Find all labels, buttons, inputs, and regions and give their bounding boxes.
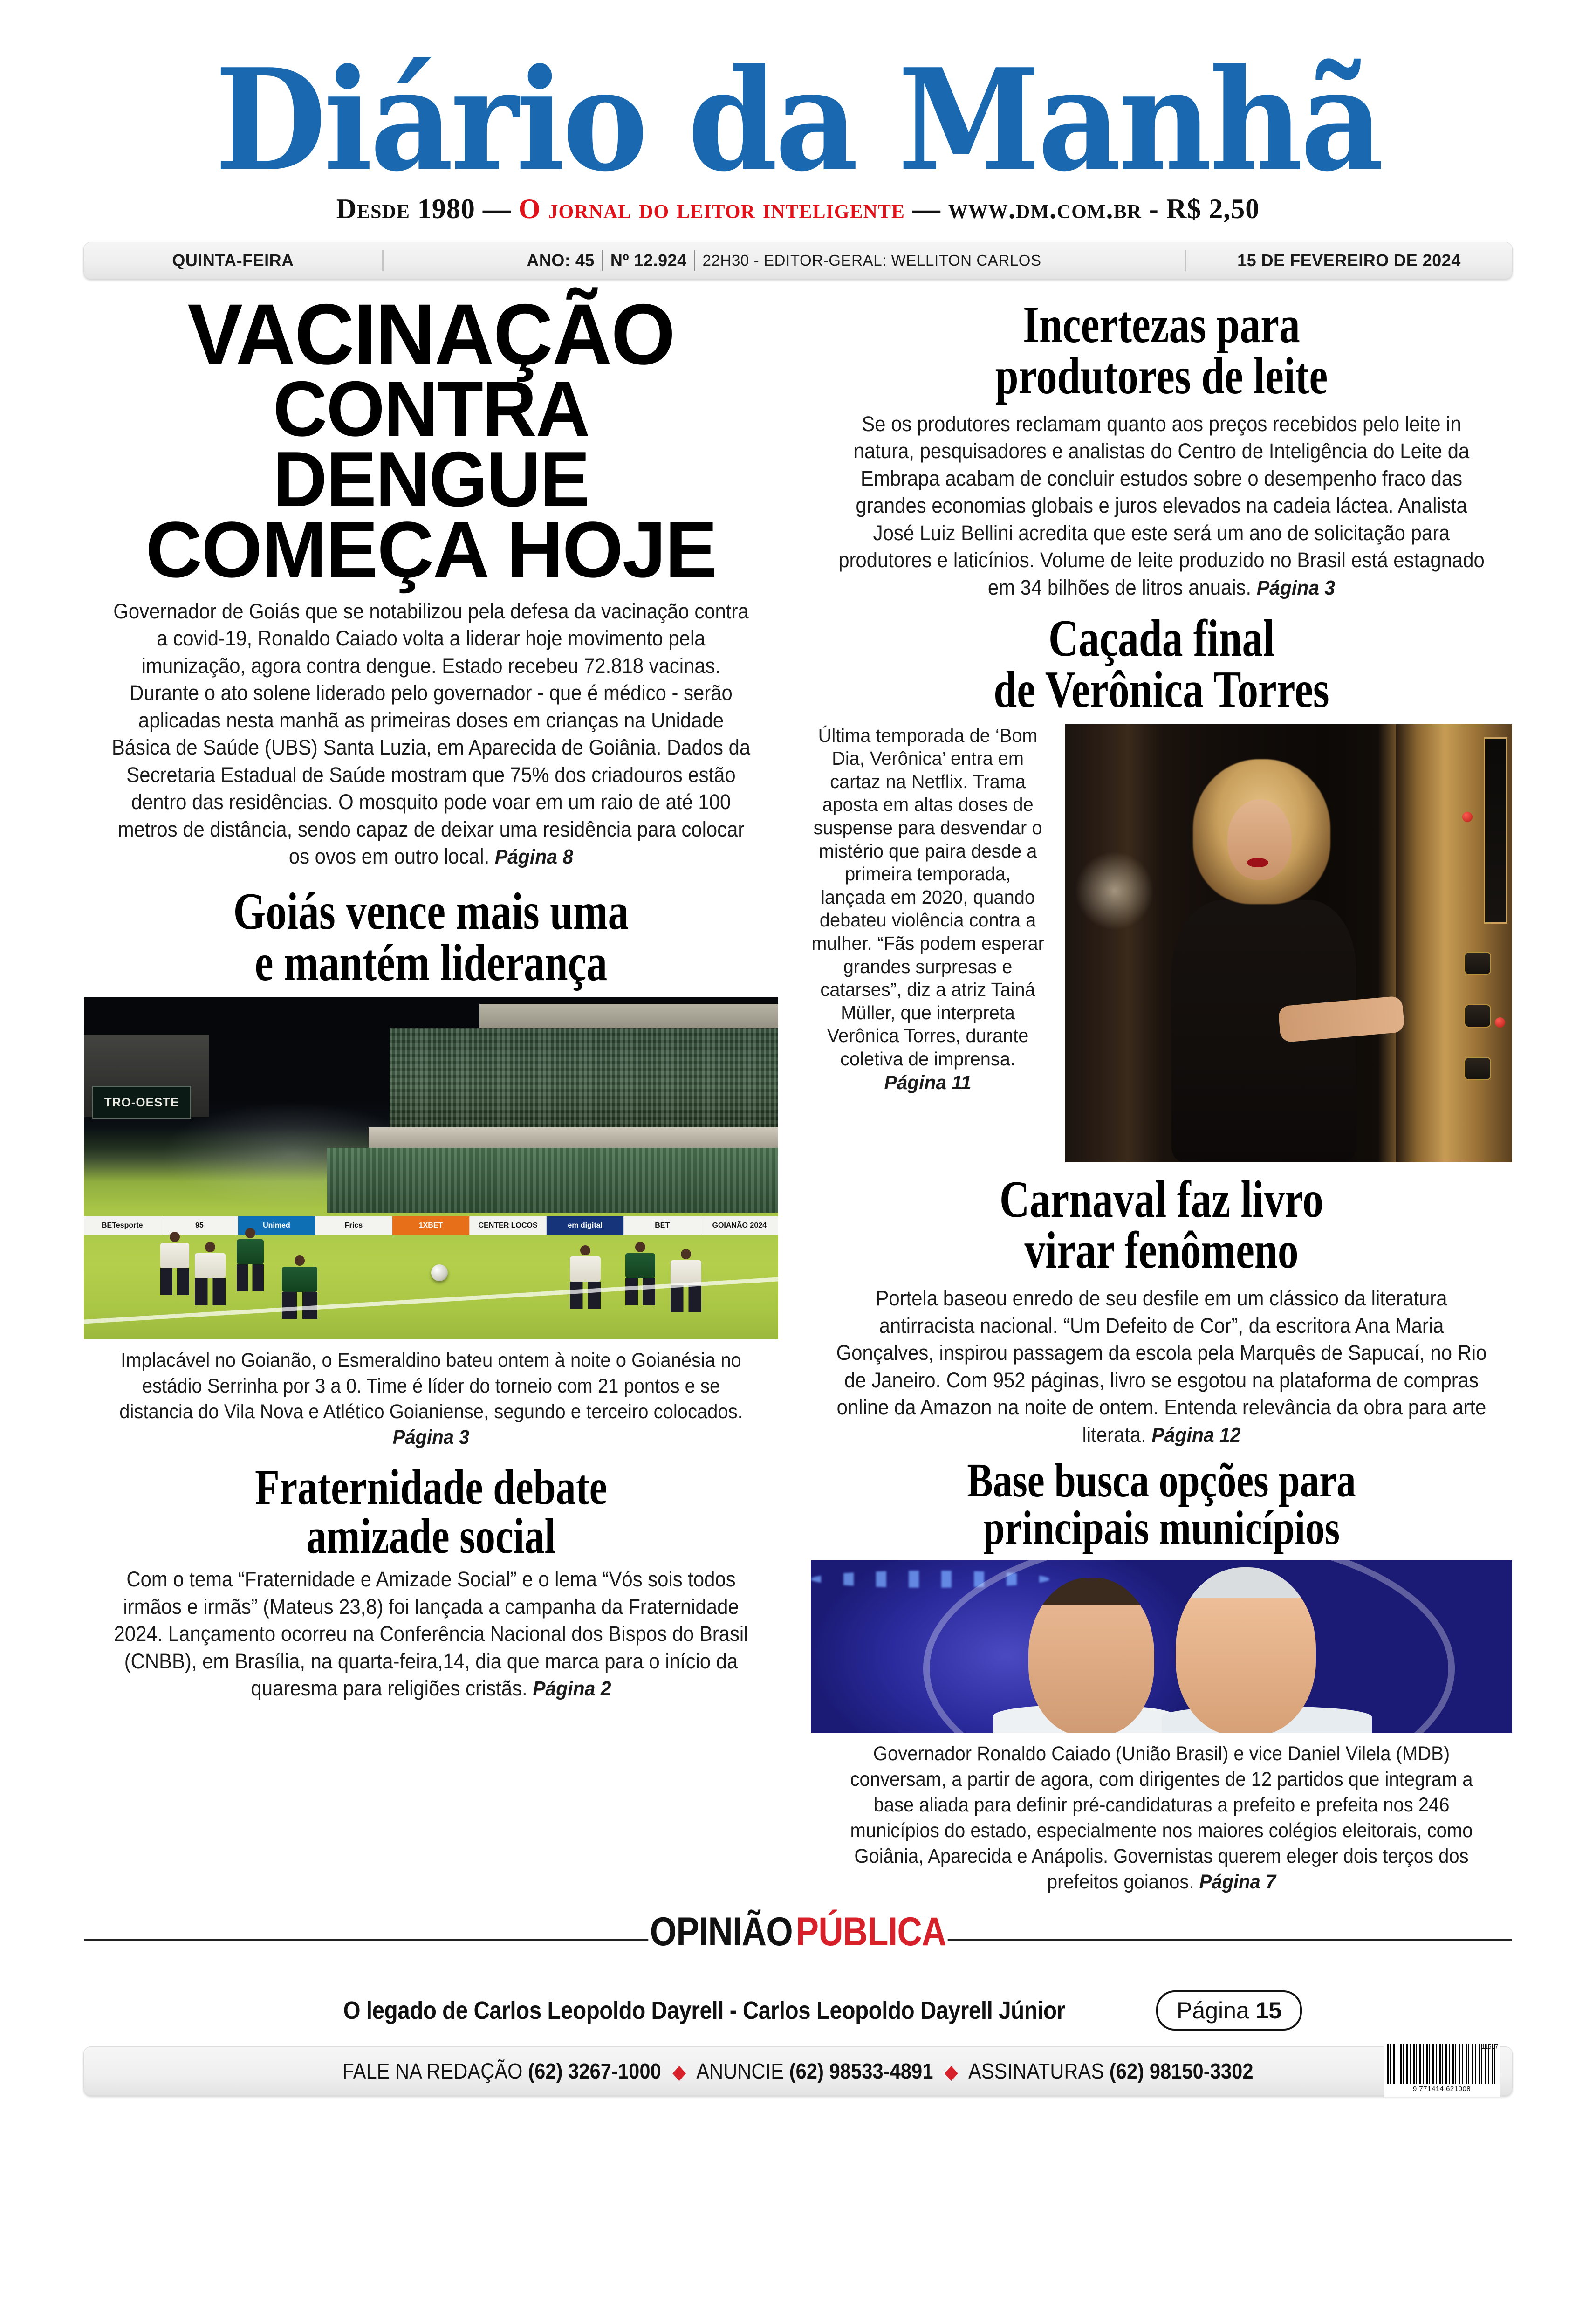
elevator-button xyxy=(1464,952,1491,975)
player-head xyxy=(635,1242,645,1252)
stadium-crowd xyxy=(390,1028,778,1131)
opiniao-title-black: OPINIÃO xyxy=(648,1909,794,1954)
infobar-issue-number: Nº 12.924 xyxy=(610,251,687,270)
column-gutter xyxy=(778,291,811,1895)
carnaval-headline xyxy=(881,1170,1442,1280)
actress-figure xyxy=(1155,759,1369,1162)
milk-headline xyxy=(881,291,1442,405)
football-headline-line-1: Goiás vence mais uma xyxy=(233,882,629,940)
ad-panel: em digital xyxy=(547,1216,624,1235)
barcode-number: 9 771414 621008 xyxy=(1412,2085,1471,2093)
masthead xyxy=(0,0,1596,225)
player-torso xyxy=(570,1256,601,1282)
milk-headline-line-1: Incertezas para xyxy=(1023,296,1300,354)
veronica-block xyxy=(811,724,1512,1162)
football-ball xyxy=(431,1264,448,1281)
lead-headline xyxy=(84,287,778,594)
ad-panel: 1XBET xyxy=(392,1216,470,1235)
elevator-button xyxy=(1464,1004,1491,1028)
ad-panel: Unimed xyxy=(238,1216,315,1235)
player-legs xyxy=(570,1282,601,1309)
anuncie-label: ANUNCIE xyxy=(696,2059,784,2083)
base-headline xyxy=(881,1454,1442,1555)
tagline-suffix: — www.dm.com.br - R$ 2,50 xyxy=(912,193,1260,224)
ad-panel: BET xyxy=(624,1216,701,1235)
fraternidade-page-ref[interactable]: Página 2 xyxy=(533,1677,611,1701)
player-figure xyxy=(625,1242,655,1305)
ad-panel: Frics xyxy=(315,1216,393,1235)
redacao-phone[interactable]: (62) 3267-1000 xyxy=(528,2059,662,2083)
player-torso xyxy=(160,1243,189,1268)
ad-panel: CENTER LOCOS xyxy=(470,1216,547,1235)
ad-panel: GOIANÃO 2024 xyxy=(701,1216,779,1235)
veronica-headline xyxy=(881,610,1442,719)
stadium-lower-seats xyxy=(327,1148,779,1213)
carnaval-headline-line-2: virar fenômeno xyxy=(1024,1221,1299,1280)
opiniao-article-title[interactable]: O legado de Carlos Leopoldo Dayrell - Carlos Leopoldo Dayrell Júnior xyxy=(343,1996,1065,2024)
stadium-photo xyxy=(84,997,778,1339)
football-headline-line-2: e mantém liderança xyxy=(254,933,608,992)
infobar-center xyxy=(384,250,1185,271)
elevator-panel xyxy=(1396,724,1512,1162)
carnaval-headline-line-1: Carnaval faz livro xyxy=(999,1170,1324,1228)
base-headline-line-1: Base busca opções para xyxy=(967,1454,1356,1507)
lead-headline-line-4: COMEÇA HOJE xyxy=(145,505,717,594)
player-head xyxy=(681,1249,691,1259)
football-page-ref[interactable]: Página 3 xyxy=(392,1426,470,1449)
opiniao-title xyxy=(184,1909,1412,1955)
player-torso xyxy=(671,1260,701,1285)
right-column xyxy=(811,291,1512,1895)
veronica-text: Última temporada de ‘Bom Dia, Verônica’ entra em cartaz na Netflix. Trama aposta em altas doses de suspense para desvendar o mistério que paira desde a primeira temporada, lançada em 2020, quando debateu violência contra a mulher. “Fãs podem esperar grandes surpresas e catarses”, diz a atriz Tainá Müller, que interpreta Verônica Torres, durante coletiva de imprensa. xyxy=(811,724,1044,1070)
veronica-headline-line-2: de Verônica Torres xyxy=(993,660,1329,719)
lead-headline-line-2: CONTRA xyxy=(273,364,589,453)
redacao-label: FALE NA REDAÇÃO xyxy=(342,2059,523,2083)
player-legs xyxy=(195,1278,226,1305)
diamond-separator-icon: ◆ xyxy=(945,2061,959,2083)
lead-headline-line-3: DENGUE xyxy=(273,435,589,523)
tagline-slogan: O jornal do leitor inteligente xyxy=(518,193,905,224)
fraternidade-headline-line-1: Fraternidade debate xyxy=(255,1459,607,1515)
player-torso xyxy=(237,1239,264,1264)
carnaval-page-ref[interactable]: Página 12 xyxy=(1151,1423,1241,1447)
opiniao-row xyxy=(84,1990,1512,2031)
politicians-photo xyxy=(811,1560,1512,1733)
diamond-separator-icon: ◆ xyxy=(672,2061,686,2083)
lead-story-body xyxy=(108,598,754,871)
milk-headline-line-2: produtores de leite xyxy=(995,347,1328,405)
politician-caiado-head xyxy=(1176,1567,1316,1733)
base-page-ref[interactable]: Página 7 xyxy=(1199,1870,1276,1893)
player-figure xyxy=(160,1232,189,1295)
actress-lips xyxy=(1247,858,1268,868)
football-caption-text: Implacável no Goianão, o Esmeraldino bateu ontem à noite o Goianésia no estádio Serrinha por 3 a 0. Time é líder do torneio com 21 pontos e se distancia do Vila Nova e Atlético Goianiense, segundo e terceiro colocados. xyxy=(119,1349,743,1423)
infobar-editor: 22H30 - EDITOR-GERAL: WELLITON CARLOS xyxy=(702,252,1041,269)
player-head xyxy=(170,1232,180,1242)
veronica-body xyxy=(811,724,1045,1095)
opiniao-page-number: 15 xyxy=(1255,1997,1282,2024)
player-figure xyxy=(570,1245,601,1309)
assinaturas-label: ASSINATURAS xyxy=(968,2059,1104,2083)
player-figure xyxy=(671,1249,701,1312)
fraternidade-headline xyxy=(153,1459,709,1564)
base-headline-line-2: principais municípios xyxy=(983,1501,1340,1555)
player-head xyxy=(245,1228,255,1238)
elevator-indicator-light xyxy=(1462,812,1473,822)
infobar-date: 15 DE FEVEREIRO DE 2024 xyxy=(1237,251,1461,270)
player-torso xyxy=(195,1253,226,1278)
base-caption-text: Governador Ronaldo Caiado (União Brasil) e vice Daniel Vilela (MDB) conversam, a partir de agora, com dirigentes de 12 partidos que integram a base aliada para definir pré-candidaturas a prefeito e prefeita nos 246 municípios do estado, especialmente nos maiores colégios eleitorais, como Goiânia, Aparecida e Anápolis. Governistas querem eleger dois terços dos prefeitos goianos. xyxy=(850,1742,1473,1893)
milk-page-ref[interactable]: Página 3 xyxy=(1256,576,1336,599)
fraternidade-text: Com o tema “Fraternidade e Amizade Social” e o lema “Vós sois todos irmãos e irmãs” (Mateus 23,8) foi lançada a campanha da Fraternidade 2024. Lançamento ocorreu na Conferência Nacional dos Bispos do Brasil (CNBB), em Brasília, na quarta-feira,14, dia que marca para o início da quaresma para religiões cristãs. xyxy=(114,1567,748,1701)
elevator-button xyxy=(1464,1057,1491,1080)
footer-contacts xyxy=(342,2058,1254,2084)
elevator-screen xyxy=(1484,737,1507,924)
stadium-scoreboard: TRO-OESTE xyxy=(92,1086,192,1118)
barcode xyxy=(1384,2042,1500,2097)
veronica-headline-line-1: Caçada final xyxy=(1048,610,1275,667)
elevator-indicator-light xyxy=(1495,1017,1505,1028)
edition-info-bar xyxy=(83,242,1513,279)
player-head xyxy=(580,1245,590,1255)
ad-panel: 95 xyxy=(161,1216,239,1235)
veronica-photo xyxy=(1065,724,1512,1162)
barcode-bars-icon xyxy=(1387,2044,1496,2084)
actress-face xyxy=(1227,799,1292,880)
opiniao-page-badge[interactable] xyxy=(1156,1990,1302,2031)
fraternidade-body xyxy=(108,1566,754,1702)
player-head xyxy=(205,1242,215,1252)
football-caption xyxy=(108,1348,754,1450)
lead-story-page-ref[interactable]: Página 8 xyxy=(494,845,574,869)
newspaper-title: Diário da Manhã xyxy=(214,38,1382,202)
player-torso xyxy=(282,1267,317,1292)
fraternidade-headline-line-2: amizade social xyxy=(306,1509,556,1564)
player-figure xyxy=(195,1242,226,1305)
player-legs xyxy=(625,1278,655,1305)
lead-story-text: Governador de Goiás que se notabilizou pela defesa da vacinação contra a covid-19, Ronaldo Caiado volta a liderar hoje movimento pela imunização, agora contra dengue. Estado recebeu 72.818 vacinas. Durante o ato solene liderado pelo governador - que é médico - serão aplicadas nesta manhã as primeiras doses em crianças na Unidade Básica de Saúde (UBS) Santa Luzia, em Aparecida de Goiânia. Dados da Secretaria Estadual de Saúde mostram que 75% dos criadouros estão dentro das residências. O mosquito pode voar em um raio de até 100 metros de distância, sendo capaz de deixar uma residência para colocar os ovos em outro local. xyxy=(111,599,751,869)
carnaval-body xyxy=(836,1285,1488,1448)
contact-footer-bar xyxy=(83,2043,1513,2096)
milk-text: Se os produtores reclamam quanto aos preços recebidos pelo leite in natura, pesquisadores e analistas do Centro de Inteligência do Leite da Embrapa acabam de concluir estudos sobre o desempenho fraco das grandes economias globais e juros elevados na cadeia láctea. Analista José Luiz Bellini acredita que este será um ano de solicitação para produtores e laticínios. Volume de leite produzido no Brasil está estagnado em 34 bilhões de litros anuais. xyxy=(838,412,1485,599)
carnaval-text: Portela baseou enredo de seu desfile em um clássico da literatura antirracista nacional. “Um Defeito de Cor”, da escritora Ana Maria Gonçalves, inspirou passagem da escola pela Marquês de Sapucaí, no Rio de Janeiro. Com 952 páginas, livro se esgotou na plataforma de compras online da Amazon na noite de ontem. Entenda relevância da obra para arte literata. xyxy=(836,1286,1487,1447)
ad-panel: BETesporte xyxy=(84,1216,161,1235)
opiniao-title-red: PÚBLICA xyxy=(794,1909,948,1954)
anuncie-phone[interactable]: (62) 98533-4891 xyxy=(789,2059,933,2083)
left-column xyxy=(84,287,778,1895)
politician-vilela-head xyxy=(1028,1578,1155,1733)
player-legs xyxy=(671,1285,701,1312)
opiniao-page-label: Página xyxy=(1177,1997,1249,2024)
veronica-page-ref[interactable]: Página 11 xyxy=(884,1071,972,1093)
stadium-tier-wall xyxy=(369,1127,778,1148)
milk-body xyxy=(836,411,1488,602)
tagline-prefix: Desde 1980 — xyxy=(336,193,511,224)
lead-headline-line-1: VACINAÇÃO xyxy=(187,287,675,383)
player-legs xyxy=(237,1264,264,1291)
football-headline xyxy=(153,882,709,992)
base-caption xyxy=(836,1741,1488,1895)
opiniao-section xyxy=(84,1909,1512,2031)
barcode-top-number: 11517 xyxy=(1481,2043,1498,2050)
player-legs xyxy=(160,1268,189,1295)
infobar-year: ANO: 45 xyxy=(527,251,595,270)
player-torso xyxy=(625,1253,655,1278)
infobar-weekday: QUINTA-FEIRA xyxy=(172,251,294,270)
main-content xyxy=(84,287,1512,1895)
player-head xyxy=(295,1255,305,1266)
assinaturas-phone[interactable]: (62) 98150-3302 xyxy=(1110,2059,1254,2083)
player-figure xyxy=(237,1228,264,1291)
